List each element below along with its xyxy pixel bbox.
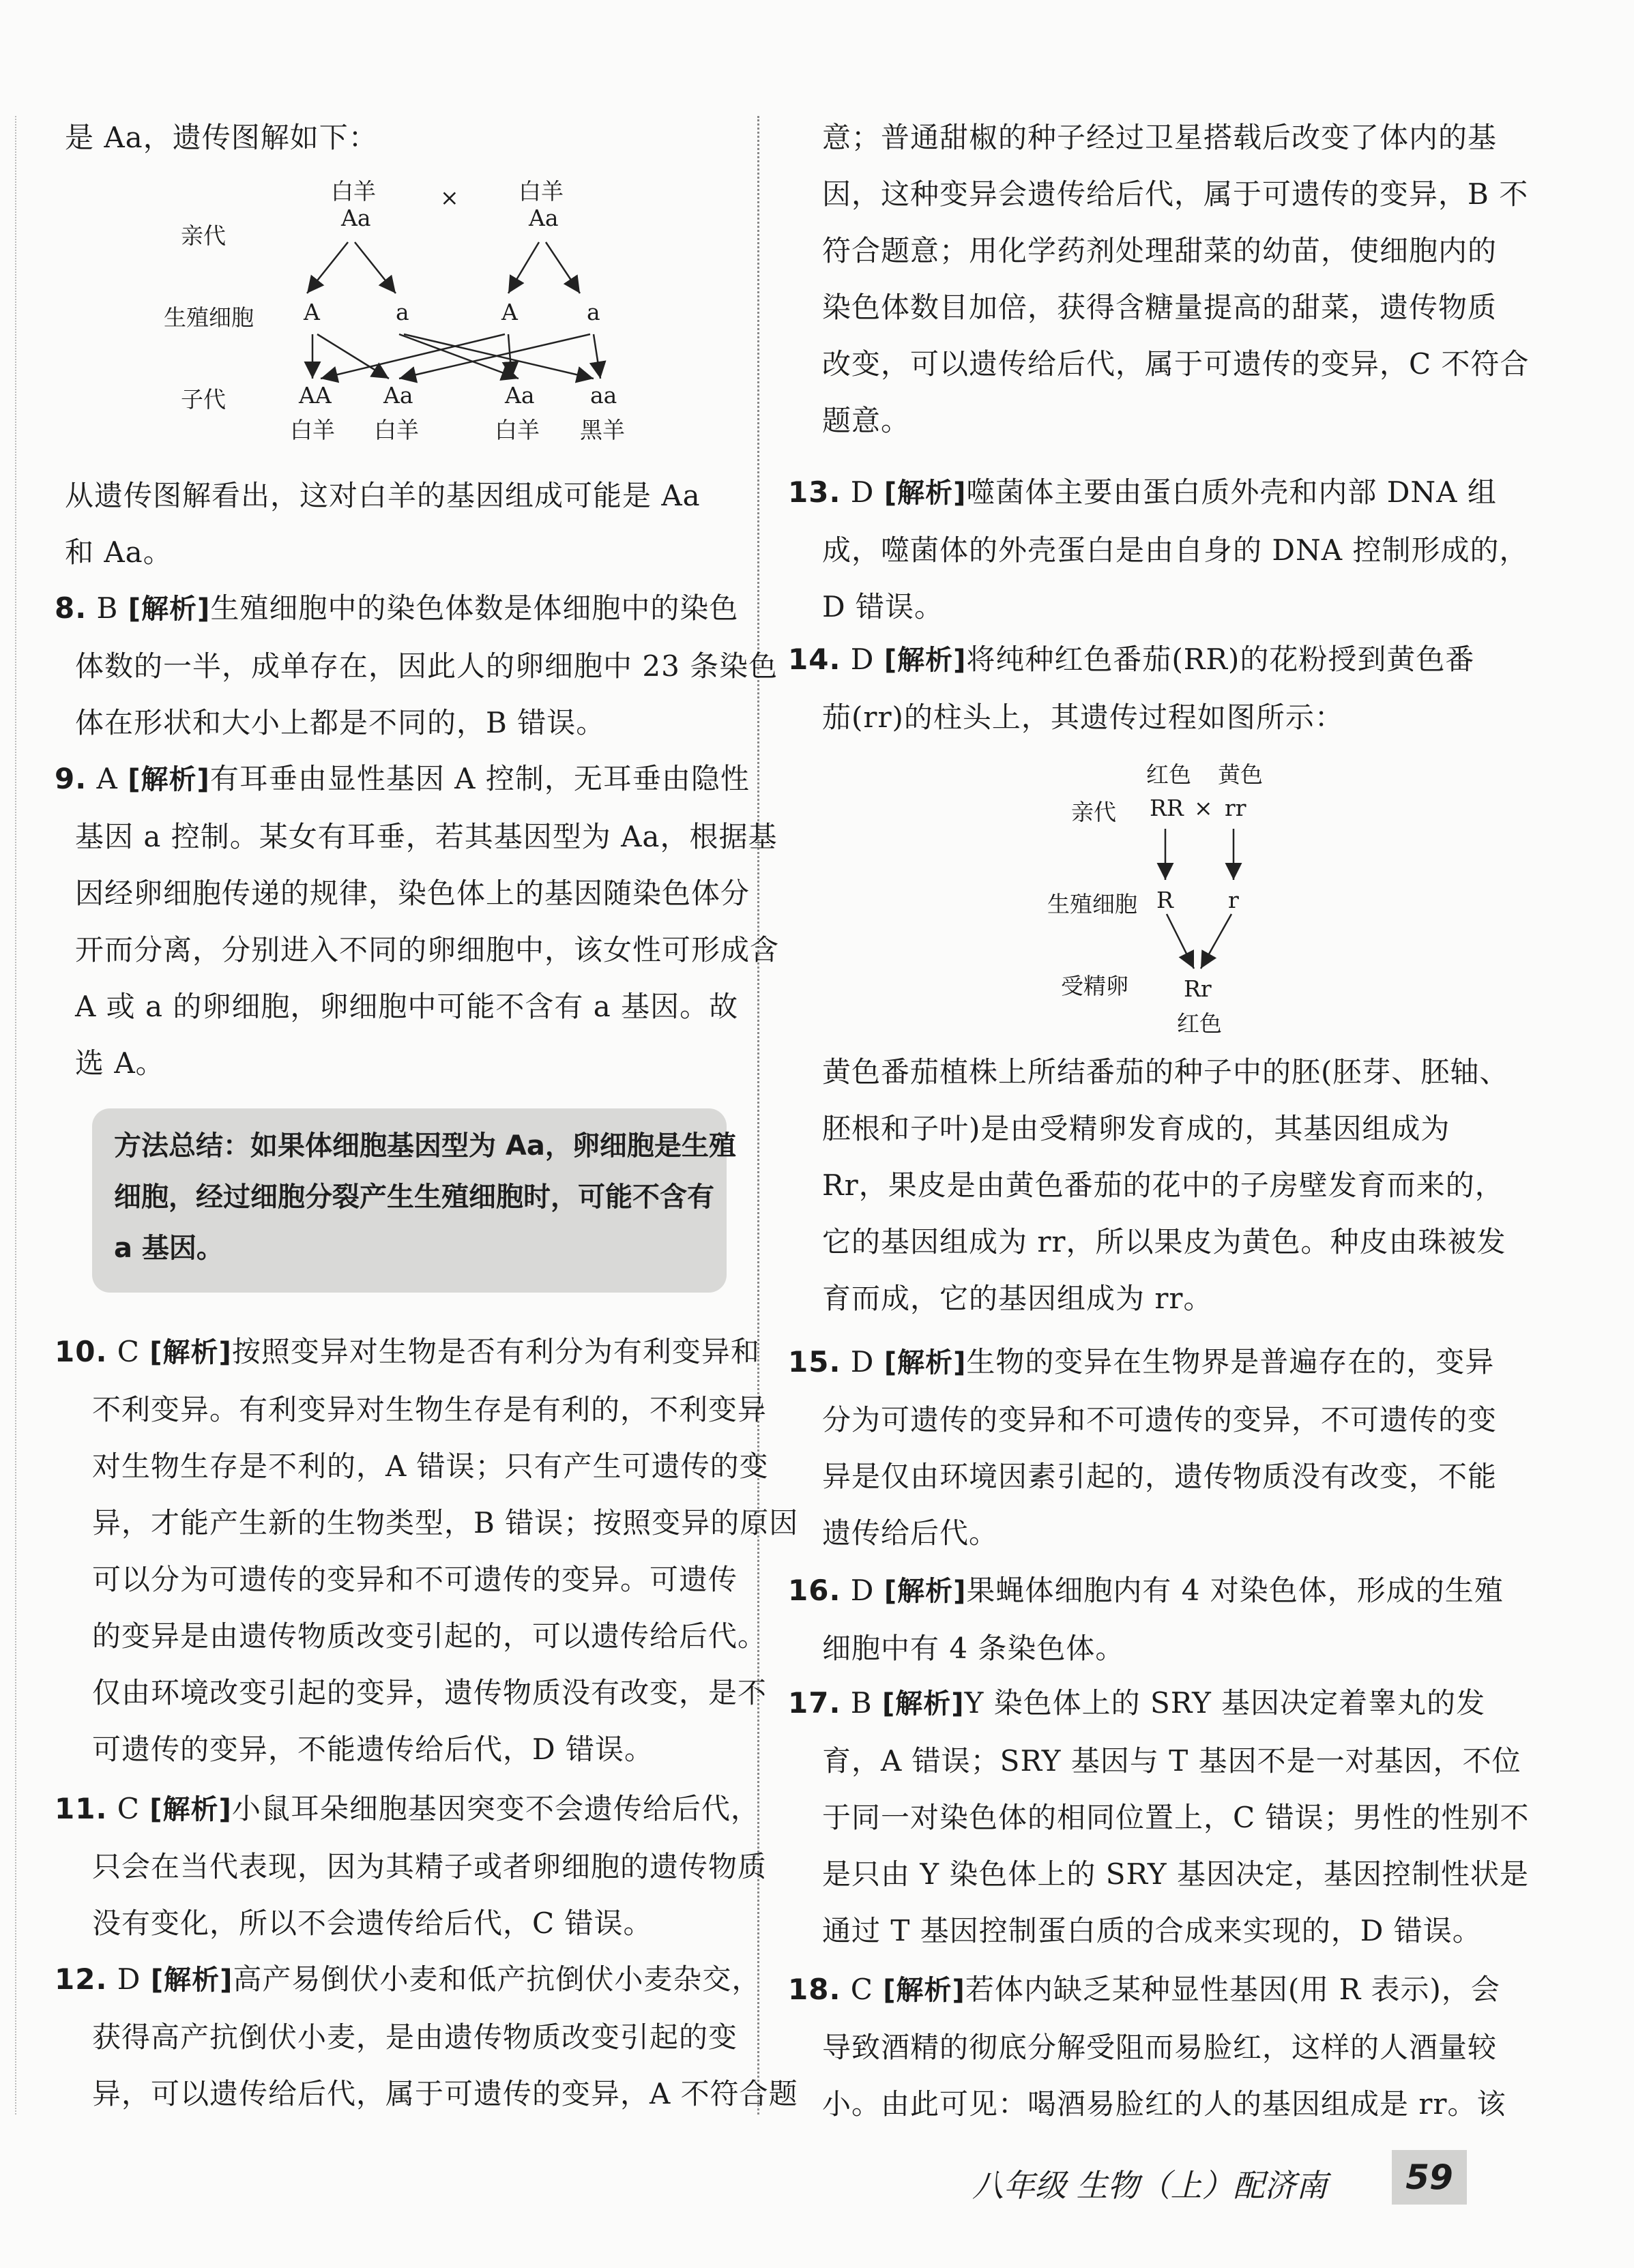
text-line: Rr，果皮是由黄色番茄的花中的子房壁发育而来的， — [822, 1168, 1504, 1202]
gamete: r — [1228, 887, 1239, 913]
answer-letter: D — [850, 1574, 875, 1607]
question-number: 10. — [55, 1335, 108, 1368]
gamete: R — [1156, 887, 1173, 913]
text-line: 因，这种变异会遗传给后代，属于可遗传的变异，B 不 — [822, 177, 1529, 211]
text-line: 于同一对染色体的相同位置上，C 错误；男性的性别不 — [822, 1801, 1530, 1834]
offspring-genotype: AA — [299, 382, 332, 409]
text-line: 生物的变异在生物界是普遍存在的，变异 — [966, 1345, 1495, 1379]
answer-15 — [788, 1334, 1497, 1561]
text-line: 体数的一半，成单存在，因此人的卵细胞中 23 条染色 — [75, 649, 778, 683]
cross-symbol: × — [440, 184, 459, 211]
answer-letter: D — [117, 1962, 141, 1996]
text-line: 方法总结：如果体细胞基因型为 Aa，卵细胞是生殖 — [114, 1130, 736, 1162]
text-line: 体在形状和大小上都是不同的，B 错误。 — [75, 706, 606, 739]
zygote-label: 受精卵 — [1061, 973, 1128, 999]
text-line: 题意。 — [822, 404, 911, 437]
text-line: 和 Aa。 — [65, 535, 173, 569]
analysis-label: [解析] — [149, 1337, 232, 1368]
color-label: 红色 — [1146, 761, 1191, 788]
text-line: D 错误。 — [822, 590, 944, 623]
answer-letter: B — [96, 591, 119, 625]
text-line: 基因 a 控制。某女有耳垂，若其基因型为 Aa，根据基 — [75, 820, 778, 853]
analysis-label: [解析] — [883, 1975, 965, 2006]
offspring-label: 子代 — [181, 386, 226, 413]
text-line: 茄(rr)的柱头上，其遗传过程如图所示： — [822, 701, 1344, 734]
text-line: 导致酒精的彻底分解受阻而易脸红，这样的人酒量较 — [822, 2031, 1498, 2064]
text-line: 不利变异。有利变异对生物生存是有利的，不利变异 — [92, 1393, 768, 1426]
page-number: 59 — [1392, 2150, 1467, 2205]
text-line: 通过 T 基因控制蛋白质的合成来实现的，D 错误。 — [822, 1914, 1482, 1947]
text-line: 对生物生存是不利的，A 错误；只有产生可遗传的变 — [92, 1449, 769, 1483]
text-line: 的变异是由遗传物质改变引起的，可以遗传给后代。 — [92, 1619, 768, 1653]
question-number: 11. — [55, 1792, 108, 1825]
analysis-label: [解析] — [128, 593, 211, 625]
question-number: 13. — [788, 475, 841, 509]
question-number: 17. — [788, 1686, 841, 1720]
footer-title: 八年级 生物（上）配济南 — [972, 2167, 1328, 2204]
question-number: 12. — [55, 1962, 108, 1996]
gamete-label: 生殖细胞 — [164, 304, 254, 331]
text-line: 异，才能产生新的生物类型，B 错误；按照变异的原因 — [92, 1506, 799, 1540]
question-number: 9. — [55, 762, 87, 795]
answer-10 — [55, 1323, 798, 1778]
answer-18 — [788, 1961, 1506, 2132]
answer-letter: C — [117, 1335, 140, 1368]
question-number: 16. — [788, 1574, 841, 1607]
cross-symbol: × — [1194, 795, 1213, 821]
text-line: 改变，可以遗传给后代，属于可遗传的变异，C 不符合 — [822, 347, 1530, 381]
gamete: A — [304, 299, 320, 325]
analysis-label: [解析] — [882, 1688, 965, 1720]
text-line: 胚根和子叶)是由受精卵发育成的，其基因组成为 — [822, 1112, 1450, 1145]
color-label: 黄色 — [1218, 761, 1263, 788]
question-number: 18. — [788, 1973, 841, 2006]
zygote-genotype: Rr — [1184, 975, 1212, 1002]
answer-letter: B — [850, 1686, 873, 1720]
offspring-genotype: aa — [590, 382, 617, 409]
text-line: 异是仅由环境因素引起的，遗传物质没有改变，不能 — [822, 1460, 1498, 1493]
text-line: 有耳垂由显性基因 A 控制，无耳垂由隐性 — [209, 762, 750, 795]
text-line: 开而分离，分别进入不同的卵细胞中，该女性可形成含 — [75, 933, 780, 967]
text-line: 意；普通甜椒的种子经过卫星搭载后改变了体内的基 — [822, 121, 1498, 154]
gamete: a — [396, 299, 409, 325]
text-line: 异，可以遗传给后代，属于可遗传的变异，A 不符合题 — [92, 2077, 798, 2110]
answer-letter: D — [850, 475, 875, 509]
analysis-label: [解析] — [150, 1964, 233, 1996]
text-line: 可以分为可遗传的变异和不可遗传的变异。可遗传 — [92, 1563, 738, 1596]
offspring-genotype: Aa — [505, 382, 535, 409]
text-line: 可遗传的变异，不能遗传给后代，D 错误。 — [92, 1733, 654, 1766]
diagram-arrows — [788, 743, 1487, 1044]
text-line: 细胞，经过细胞分裂产生生殖细胞时，可能不含有 — [114, 1181, 714, 1213]
diagram-conclusion — [65, 467, 701, 580]
text-line: 黄色番茄植株上所结番茄的种子中的胚(胚芽、胚轴、 — [822, 1055, 1509, 1089]
text-line: 分为可遗传的变异和不可遗传的变异，不可遗传的变 — [822, 1403, 1498, 1437]
answer-16 — [788, 1562, 1504, 1677]
text-line: 育而成，它的基因组成为 rr。 — [822, 1282, 1213, 1315]
answer-13 — [788, 464, 1528, 635]
answer-12-continued — [822, 109, 1530, 449]
zygote-trait: 红色 — [1177, 1010, 1222, 1037]
parent-label: 亲代 — [1071, 799, 1116, 825]
text-line: 只会在当代表现，因为其精子或者卵细胞的遗传物质 — [92, 1850, 768, 1883]
question-number: 8. — [55, 591, 87, 625]
genetic-diagram-sheep — [55, 0, 730, 477]
question-number: 14. — [788, 643, 841, 676]
text-line: 仅由环境改变引起的变异，遗传物质没有改变，是不 — [92, 1676, 768, 1709]
answer-letter: C — [117, 1792, 140, 1825]
text-line: 小。由此可见：喝酒易脸红的人的基因组成是 rr。该 — [822, 2087, 1506, 2121]
left-margin-rule — [15, 116, 16, 2115]
text-line: 是 Aa，遗传图解如下： — [65, 121, 378, 154]
answer-9 — [55, 750, 779, 1091]
text-line: Y 染色体上的 SRY 基因决定着睾丸的发 — [964, 1686, 1486, 1720]
text-line: 符合题意；用化学药剂处理甜菜的幼苗，使细胞内的 — [822, 234, 1498, 267]
parent2-trait: 白羊 — [519, 178, 564, 205]
answer-14-continued — [822, 1044, 1508, 1327]
text-line: a 基因。 — [114, 1233, 224, 1264]
text-line: 遗传给后代。 — [822, 1516, 999, 1550]
text-line: A 或 a 的卵细胞，卵细胞中可能不含有 a 基因。故 — [75, 990, 739, 1023]
text-line: 成，噬菌体的外壳蛋白是由自身的 DNA 控制形成的， — [822, 533, 1529, 567]
text-line: 噬菌体主要由蛋白质外壳和内部 DNA 组 — [966, 475, 1497, 509]
analysis-label: [解析] — [884, 645, 967, 676]
offspring-trait: 白羊 — [495, 417, 540, 443]
text-line: 生殖细胞中的染色体数是体细胞中的染色 — [210, 591, 739, 625]
answer-14 — [788, 631, 1474, 746]
method-summary-box — [92, 1108, 736, 1293]
gamete-label: 生殖细胞 — [1047, 891, 1137, 917]
parent2-genotype: Aa — [529, 205, 559, 231]
parent-label: 亲代 — [181, 222, 226, 249]
answer-letter: C — [850, 1973, 873, 2006]
text-line: 从遗传图解看出，这对白羊的基因组成可能是 Aa — [65, 479, 701, 512]
gamete: A — [501, 299, 518, 325]
offspring-trait: 白羊 — [374, 417, 419, 443]
parent-genotype: RR — [1150, 795, 1184, 821]
text-line: 它的基因组成为 rr，所以果皮为黄色。种皮由珠被发 — [822, 1225, 1506, 1258]
text-line: 染色体数目加倍，获得含糖量提高的甜菜，遗传物质 — [822, 291, 1498, 324]
analysis-label: [解析] — [884, 477, 967, 509]
answer-letter: D — [850, 643, 875, 676]
genetic-diagram-tomato — [788, 743, 1487, 1044]
offspring-genotype: Aa — [383, 382, 413, 409]
parent1-trait: 白羊 — [331, 178, 376, 205]
parent-genotype: rr — [1225, 795, 1246, 821]
text-line: 细胞中有 4 条染色体。 — [822, 1632, 1125, 1665]
text-line: 没有变化，所以不会遗传给后代，C 错误。 — [92, 1906, 653, 1940]
text-line: 高产易倒伏小麦和低产抗倒伏小麦杂交， — [233, 1962, 761, 1996]
answer-11 — [55, 1780, 767, 1952]
parent1-genotype: Aa — [341, 205, 371, 231]
analysis-label: [解析] — [884, 1347, 967, 1379]
analysis-label: [解析] — [149, 1794, 232, 1825]
offspring-trait: 白羊 — [290, 417, 335, 443]
text-line: 小鼠耳朵细胞基因突变不会遗传给后代， — [231, 1792, 760, 1825]
text-line: 将纯种红色番茄(RR)的花粉授到黄色番 — [966, 643, 1475, 676]
text-line: 选 A。 — [75, 1046, 165, 1080]
text-line: 获得高产抗倒伏小麦，是由遗传物质改变引起的变 — [92, 2020, 738, 2054]
question-number: 15. — [788, 1345, 841, 1379]
answer-8 — [55, 580, 778, 751]
text-line: 育，A 错误；SRY 基因与 T 基因不是一对基因，不位 — [822, 1744, 1521, 1778]
answer-17 — [788, 1675, 1530, 1959]
analysis-label: [解析] — [884, 1576, 967, 1607]
analysis-label: [解析] — [128, 764, 210, 795]
text-line: 是只由 Y 染色体上的 SRY 基因决定，基因控制性状是 — [822, 1857, 1529, 1891]
text-line: 按照变异对生物是否有利分为有利变异和 — [231, 1335, 760, 1368]
text-line: 因经卵细胞传递的规律，染色体上的基因随染色体分 — [75, 877, 750, 910]
answer-12 — [55, 1951, 798, 2122]
answer-letter: A — [96, 762, 118, 795]
offspring-trait: 黑羊 — [580, 417, 625, 443]
gamete: a — [587, 299, 600, 325]
text-line: 果蝇体细胞内有 4 对染色体，形成的生殖 — [966, 1574, 1504, 1607]
text-line: 若体内缺乏某种显性基因(用 R 表示)，会 — [965, 1973, 1500, 2006]
answer-letter: D — [850, 1345, 875, 1379]
